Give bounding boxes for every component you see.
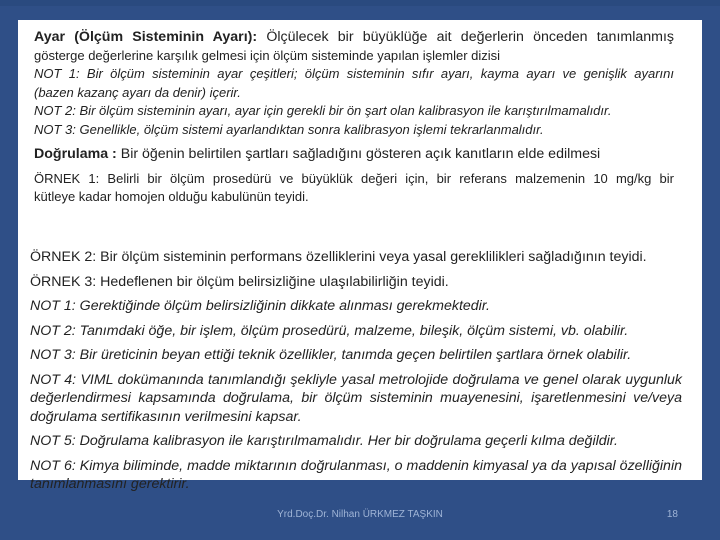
note-4-line-1: NOT 4: VIML dokümanında tanımlandığı şekliyle yasal metrolojide doğrulama ve genel olarak uygunluk xyxy=(30,371,682,388)
dogrulama-example-1-line-1: ÖRNEK 1: Belirli bir ölçüm prosedürü ve büyüklük değeri için, bir referans malzemenin 10 mg/kg bir xyxy=(34,170,674,186)
ayar-term: Ayar (Ölçüm Sisteminin Ayarı): xyxy=(34,29,258,45)
verification-notes xyxy=(30,248,682,494)
top-stripe xyxy=(0,0,720,6)
note-3: NOT 3: Bir üreticinin beyan ettiği teknik özellikler, tanımda geçen belirtilen şartlara örnek olabilir. xyxy=(30,347,632,363)
calibration-definitions xyxy=(34,28,674,207)
dogrulama-example-1-line-2: kütleye kadar homojen olduğu kabulünün teyidi. xyxy=(34,189,309,204)
ayar-note-2: NOT 2: Bir ölçüm sisteminin ayarı, ayar için gerekli bir ön şart olan kalibrasyon ile karıştırılmamalıdır. xyxy=(34,103,612,118)
note-4-line-2: değerlendirmesi kapsamında doğrulama, bir ölçüm sisteminin muayenesini, işaretlenmesini ve/veya xyxy=(30,390,682,406)
note-1: NOT 1: Gerektiğinde ölçüm belirsizliğinin dikkate alınması gerekmektedir. xyxy=(30,298,490,314)
note-6-line-1: NOT 6: Kimya biliminde, madde miktarının doğrulanması, o maddenin kimyasal ya da yapısal özelliğinin xyxy=(30,457,682,474)
example-2: ÖRNEK 2: Bir ölçüm sisteminin performans özelliklerini veya yasal gereklilikleri sağladığının teyidi. xyxy=(30,249,647,265)
example-3: ÖRNEK 3: Hedeflenen bir ölçüm belirsizliğine ulaşılabilirliğin teyidi. xyxy=(30,273,449,290)
page-number: 18 xyxy=(666,509,678,520)
ayar-note-3: NOT 3: Genellikle, ölçüm sistemi ayarlandıktan sonra kalibrasyon işlemi tekrarlanmalıdır. xyxy=(34,121,544,137)
note-4-line-3: doğrulama sertifikasının verilmesini kapsar. xyxy=(30,408,302,425)
dogrulama-term: Doğrulama : xyxy=(34,146,117,162)
slide-footer xyxy=(0,500,720,530)
dogrulama-definition xyxy=(34,145,674,164)
ayar-definition-line-2: gösterge değerlerine karşılık gelmesi için ölçüm sisteminde yapılan işlemler dizisi xyxy=(34,47,501,63)
ayar-note-1-line-2: (bazen kazanç ayarı da denir) içerir. xyxy=(34,84,241,100)
note-2: NOT 2: Tanımdaki öğe, bir işlem, ölçüm prosedürü, malzeme, bileşik, ölçüm sistemi, vb. olabilir. xyxy=(30,322,629,339)
content-panel xyxy=(18,20,702,492)
note-5: NOT 5: Doğrulama kalibrasyon ile karıştırılmamalıdır. Her bir doğrulama geçerli kılma değildir. xyxy=(30,433,618,449)
ayar-definition-line-1 xyxy=(34,28,674,47)
footer-author: Yrd.Doç.Dr. Nilhan ÜRKMEZ TAŞKIN xyxy=(277,509,443,520)
ayar-definition-text-1: Ölçülecek bir büyüklüğe ait değerlerin önceden tanımlanmış xyxy=(266,29,674,45)
note-6-line-2: tanımlanmasını gerektirir. xyxy=(30,476,190,492)
dogrulama-definition-text: Bir öğenin belirtilen şartları sağladığını gösteren açık kanıtların elde edilmesi xyxy=(120,146,601,162)
ayar-note-1-line-1: NOT 1: Bir ölçüm sisteminin ayar çeşitleri; ölçüm sisteminin sıfır ayarı, kayma ayarı ve genişlik ayarını xyxy=(34,66,674,81)
